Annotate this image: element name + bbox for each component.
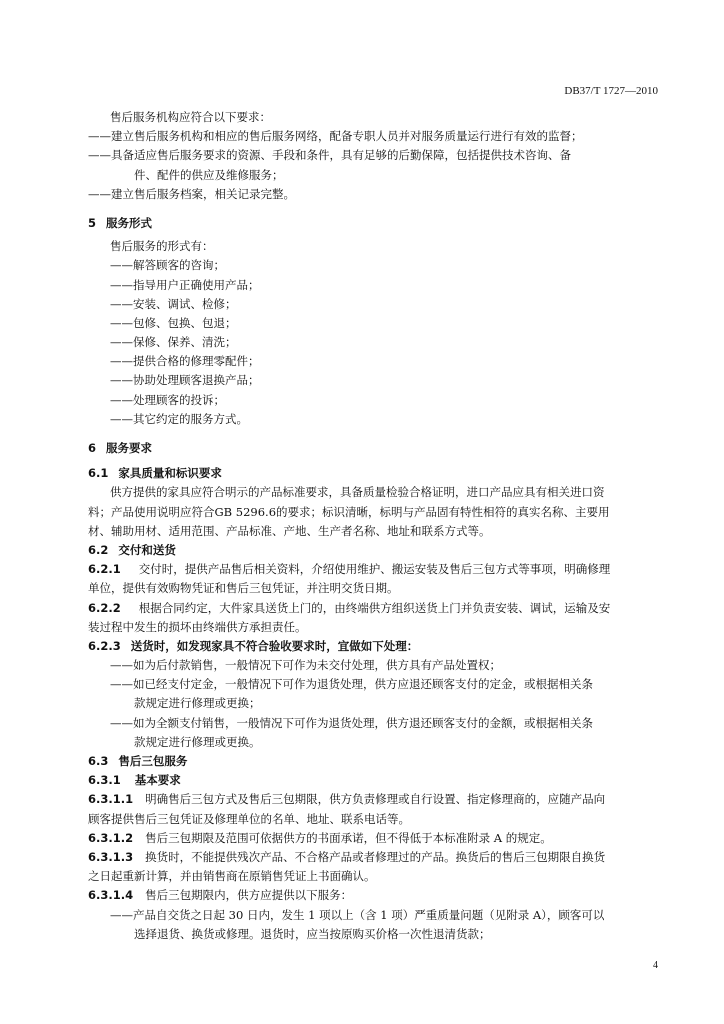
- list-item: ——保修、保养、清洗；: [110, 335, 237, 350]
- paragraph-line: 根据合同约定，大件家具送货上门的，由终端供方组织送货上门并负责安装、调试，运输及安: [138, 600, 611, 615]
- section-number: 5: [88, 215, 97, 230]
- clause-number: 6.3.1.3: [88, 849, 134, 864]
- list-item: ——建立售后服务机构和相应的售后服务网络，配备专职人员并对服务质量运行进行有效的监督；: [88, 129, 583, 144]
- list-item: ——产品自交货之日起 30 日内，发生 1 项以上（含 1 项）严重质量问题（见附录 A），顾客可以: [110, 907, 605, 922]
- subsection-title: 交付和送货: [118, 542, 176, 557]
- list-item: ——建立售后服务档案，相关记录完整。: [88, 186, 295, 201]
- paragraph-6-2-1: [88, 560, 658, 579]
- paragraph-line: 之日起重新计算，并由销售商在原销售凭证上书面确认。: [88, 869, 376, 884]
- section-title: 服务形式: [106, 215, 153, 230]
- clause-number: 6.2.1: [88, 562, 121, 577]
- list-item-continuation: 款规定进行修理或更换。: [134, 734, 261, 749]
- paragraph-line: 料；产品使用说明应符合GB 5296.6的要求；标识清晰，标明与产品固有特性相符的真实名称、主要用: [88, 504, 610, 519]
- paragraph-line: 顾客提供售后三包凭证及修理单位的名单、地址、联系电话等。: [88, 811, 410, 826]
- list-item: ——处理顾客的投诉；: [110, 392, 225, 407]
- subsection-6-3-1-heading: [88, 771, 658, 790]
- section-5-heading: [88, 214, 658, 233]
- list-item: ——如为全额支付销售，一般情况下可作为退货处理，供方退还顾客支付的金额，或根据相关条: [110, 715, 593, 730]
- document-id: DB37/T 1727—2010: [564, 85, 658, 97]
- list-item: ——具备适应售后服务要求的资源、手段和条件，具有足够的后勤保障，包括提供技术咨询、备: [88, 148, 571, 163]
- clause-number: 6.3.1.1: [88, 792, 134, 807]
- list-item: ——其它约定的服务方式。: [110, 411, 248, 426]
- list-item-continuation: 选择退货、换货或修理。退货时，应当按原购买价格一次性退清货款；: [134, 926, 491, 941]
- paragraph-line: 供方提供的家具应符合明示的产品标准要求，具备质量检验合格证明，进口产品应具有相关进口资: [110, 485, 605, 500]
- list-item: ——安装、调试、检修；: [110, 296, 237, 311]
- list-item: ——指导用户正确使用产品；: [110, 277, 260, 292]
- list-item: ——如已经支付定金，一般情况下可作为退货处理，供方应退还顾客支付的定金，或根据相关条: [110, 677, 593, 692]
- list-item: ——如为后付款销售，一般情况下可作为未交付处理，供方具有产品处置权；: [110, 658, 501, 673]
- list-item: ——协助处理顾客退换产品；: [110, 373, 260, 388]
- section-5-lead: 售后服务的形式有：: [110, 239, 214, 254]
- subsection-number: 6.3.1: [88, 773, 121, 788]
- paragraph-6-3-1-4: [88, 886, 658, 905]
- paragraph-line: 明确售后三包方式及售后三包期限，供方负责修理或自行设置、指定修理商的，应随产品向: [145, 792, 606, 807]
- subsection-title: 售后三包服务: [118, 754, 188, 768]
- paragraph-line: 装过程中发生的损坏由终端供方承担责任。: [88, 619, 307, 634]
- clause-number: 6.2.2: [88, 600, 121, 615]
- list-item-continuation: 款规定进行修理或更换；: [134, 696, 261, 711]
- subsection-6-3-heading: [88, 752, 658, 771]
- subsection-title: 基本要求: [134, 773, 181, 788]
- clause-number: 6.3.1.4: [88, 888, 134, 903]
- section-title: 服务要求: [106, 441, 153, 455]
- list-item: ——提供合格的修理零配件；: [110, 354, 260, 369]
- paragraph-6-3-1-2: [88, 829, 658, 848]
- paragraph-line: 交付时，提供产品售后相关资料，介绍使用维护、搬运安装及售后三包方式等事项，明确修理: [138, 562, 611, 577]
- intro-lead: 售后服务机构应符合以下要求：: [110, 110, 271, 124]
- clause-number: 6.2.3: [88, 638, 121, 653]
- paragraph-6-3-1-3: [88, 848, 658, 867]
- subsection-6-2-heading: [88, 541, 658, 560]
- subsection-number: 6.1: [88, 466, 109, 481]
- paragraph-6-2-3-heading: [88, 637, 658, 656]
- list-item: ——包修、包换、包退；: [110, 315, 237, 330]
- page-number: 4: [653, 960, 658, 971]
- clause-number: 6.3.1.2: [88, 830, 134, 845]
- paragraph-line: 换货时，不能提供残次产品、不合格产品或者修理过的产品。换货后的售后三包期限自换货: [145, 849, 606, 864]
- paragraph-6-3-1-1: [88, 790, 658, 809]
- paragraph-line: 单位，提供有效购物凭证和售后三包凭证，并注明交货日期。: [88, 581, 399, 596]
- section-number: 6: [88, 441, 97, 455]
- subsection-title: 家具质量和标识要求: [118, 466, 222, 481]
- page-body: [88, 108, 658, 944]
- section-6-heading: [88, 439, 658, 458]
- list-item-continuation: 件、配件的供应及维修服务；: [134, 167, 284, 182]
- paragraph-line: 材、辅助用材、适用范围、产品标准、产地、生产者名称、地址和联系方式等。: [88, 523, 491, 538]
- paragraph-line: 售后三包期限及范围可依据供方的书面承诺，但不得低于本标准附录 A 的规定。: [145, 830, 552, 845]
- subsection-6-1-heading: [88, 464, 658, 483]
- paragraph-line: 售后三包期限内，供方应提供以下服务：: [145, 888, 353, 903]
- subsection-number: 6.2: [88, 542, 109, 557]
- subsection-number: 6.3: [88, 754, 109, 768]
- list-item: ——解答顾客的咨询；: [110, 258, 225, 273]
- paragraph-6-2-2: [88, 599, 658, 618]
- clause-title: 送货时，如发现家具不符合验收要求时，宜做如下处理：: [130, 638, 419, 653]
